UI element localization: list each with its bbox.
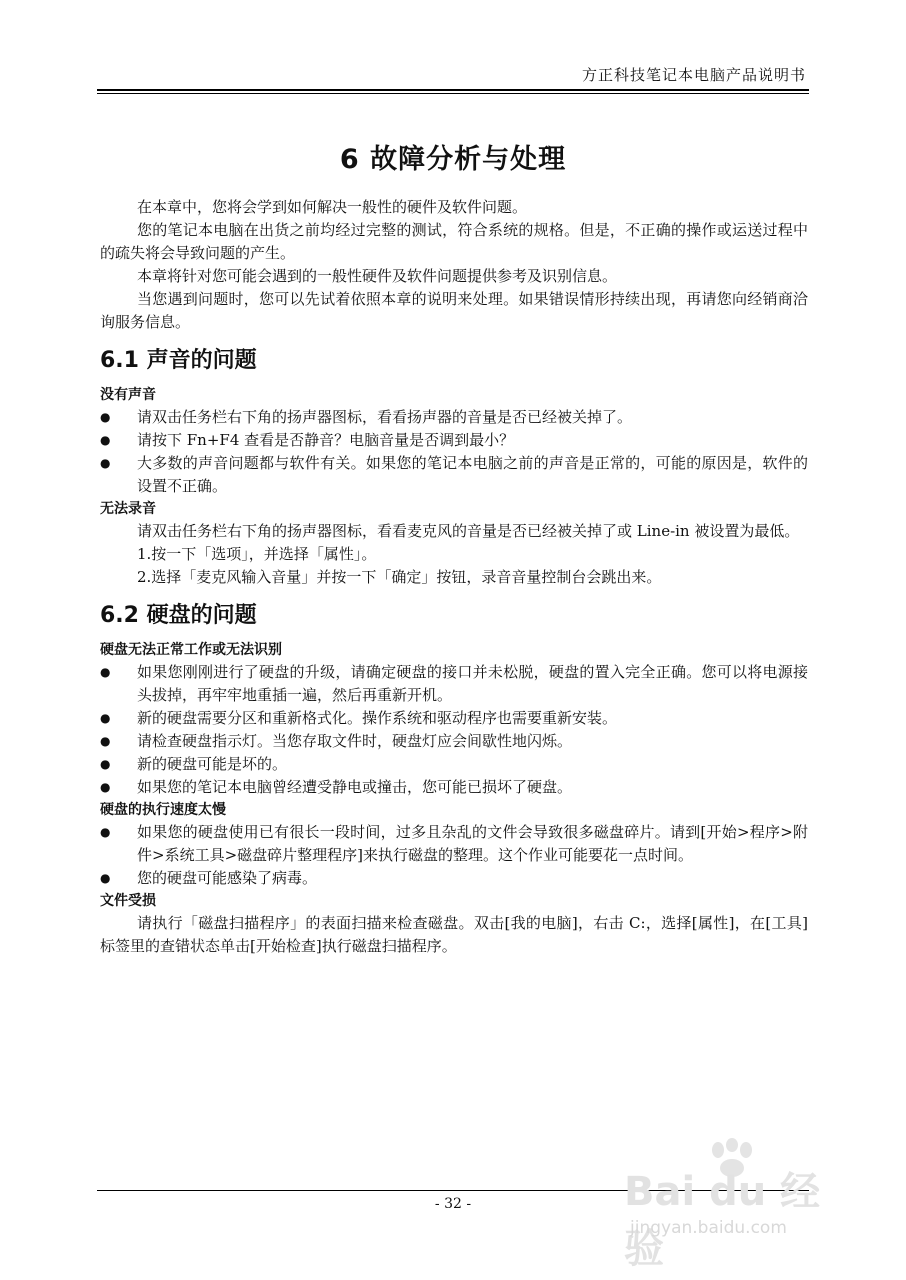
baidu-watermark <box>624 1138 844 1272</box>
bullet-icon: ● <box>100 825 111 839</box>
list-item-text: 大多数的声音问题都与软件有关。如果您的笔记本电脑之前的声音是正常的，可能的原因是，软件的设置不正确。 <box>137 454 808 495</box>
list-item-text: 新的硬盘需要分区和重新格式化。操作系统和驱动程序也需要重新安装。 <box>137 709 618 727</box>
list-item <box>100 452 808 498</box>
list-item-text: 您的硬盘可能感染了病毒。 <box>137 869 318 887</box>
list-item-text: 如果您刚刚进行了硬盘的升级，请确定硬盘的接口并未松脱，硬盘的置入完全正确。您可以将电源接头拔掉，再牢牢地重插一遍，然后再重新开机。 <box>137 663 808 704</box>
watermark-url: jingyan.baidu.com <box>630 1218 787 1238</box>
bullet-icon: ● <box>100 711 111 725</box>
disk-slow-list <box>100 821 808 890</box>
no-record-paragraph: 请双击任务栏右下角的扬声器图标，看看麦克风的音量是否已经被关掉了或 Line-in 被设置为最低。 <box>137 522 800 540</box>
intro-paragraph: 当您遇到问题时，您可以先试着依照本章的说明来处理。如果错误情形持续出现，再请您向经销商洽询服务信息。 <box>100 290 808 331</box>
intro-paragraph: 在本章中，您将会学到如何解决一般性的硬件及软件问题。 <box>137 198 528 216</box>
list-item-text: 请按下 Fn+F4 查看是否静音？电脑音量是否调到最小？ <box>137 431 515 449</box>
list-item-text: 如果您的硬盘使用已有很长一段时间，过多且杂乱的文件会导致很多磁盘碎片。请到[开始>程序>附件>系统工具>磁盘碎片整理程序]来执行磁盘的整理。这个作业可能要花一点时间。 <box>137 823 808 864</box>
intro-paragraph: 您的笔记本电脑在出货之前均经过完整的测试，符合系统的规格。但是，不正确的操作或运送过程中的疏失将会导致问题的产生。 <box>100 221 808 262</box>
header-rule-thin <box>97 93 809 94</box>
bullet-icon: ● <box>100 734 111 748</box>
list-item-text: 请双击任务栏右下角的扬声器图标，看看扬声器的音量是否已经被关掉了。 <box>137 408 633 426</box>
bullet-icon: ● <box>100 871 111 885</box>
bullet-icon: ● <box>100 456 111 470</box>
watermark-brand: Bai du 经验 <box>624 1169 821 1272</box>
numbered-step: 1.按一下「选项」，并选择「属性」。 <box>137 545 377 563</box>
no-sound-list <box>100 406 808 498</box>
running-header: 方正科技笔记本电脑产品说明书 <box>581 66 806 84</box>
page-number: - 32 - <box>434 1196 472 1212</box>
intro-paragraph: 本章将针对您可能会遇到的一般性硬件及软件问题提供参考及识别信息。 <box>137 267 618 285</box>
disk-not-work-list <box>100 661 808 799</box>
list-item-text: 新的硬盘可能是坏的。 <box>137 755 288 773</box>
subheading-disk-slow: 硬盘的执行速度太慢 <box>100 802 226 818</box>
list-item-text: 请检查硬盘指示灯。当您存取文件时，硬盘灯应会间歇性地闪烁。 <box>137 732 573 750</box>
list-item <box>100 661 808 707</box>
list-item <box>100 429 808 452</box>
numbered-step: 2.选择「麦克风输入音量」并按一下「确定」按钮，录音音量控制台会跳出来。 <box>137 568 662 586</box>
page-body <box>100 196 808 958</box>
subheading-no-record: 无法录音 <box>100 501 156 517</box>
list-item <box>100 867 808 890</box>
bullet-icon: ● <box>100 410 111 424</box>
list-item <box>100 821 808 867</box>
bullet-icon: ● <box>100 433 111 447</box>
list-item <box>100 776 808 799</box>
header-rule-thick <box>97 89 809 91</box>
bullet-icon: ● <box>100 780 111 794</box>
list-item <box>100 707 808 730</box>
list-item <box>100 753 808 776</box>
file-damaged-paragraph: 请执行「磁盘扫描程序」的表面扫描来检查磁盘。双击[我的电脑]，右击 C:，选择[属性]，在[工具]标签里的查错状态单击[开始检查]执行磁盘扫描程序。 <box>100 914 808 955</box>
section-title-disk: 6.2 硬盘的问题 <box>100 603 257 628</box>
list-item <box>100 406 808 429</box>
list-item <box>100 730 808 753</box>
subheading-no-sound: 没有声音 <box>100 387 156 403</box>
subheading-file-damaged: 文件受损 <box>100 893 156 909</box>
bullet-icon: ● <box>100 665 111 679</box>
subheading-disk-not-work: 硬盘无法正常工作或无法识别 <box>100 642 282 658</box>
bullet-icon: ● <box>100 757 111 771</box>
chapter-title: 6 故障分析与处理 <box>339 144 567 175</box>
section-title-sound: 6.1 声音的问题 <box>100 348 257 373</box>
list-item-text: 如果您的笔记本电脑曾经遭受静电或撞击，您可能已损坏了硬盘。 <box>137 778 573 796</box>
